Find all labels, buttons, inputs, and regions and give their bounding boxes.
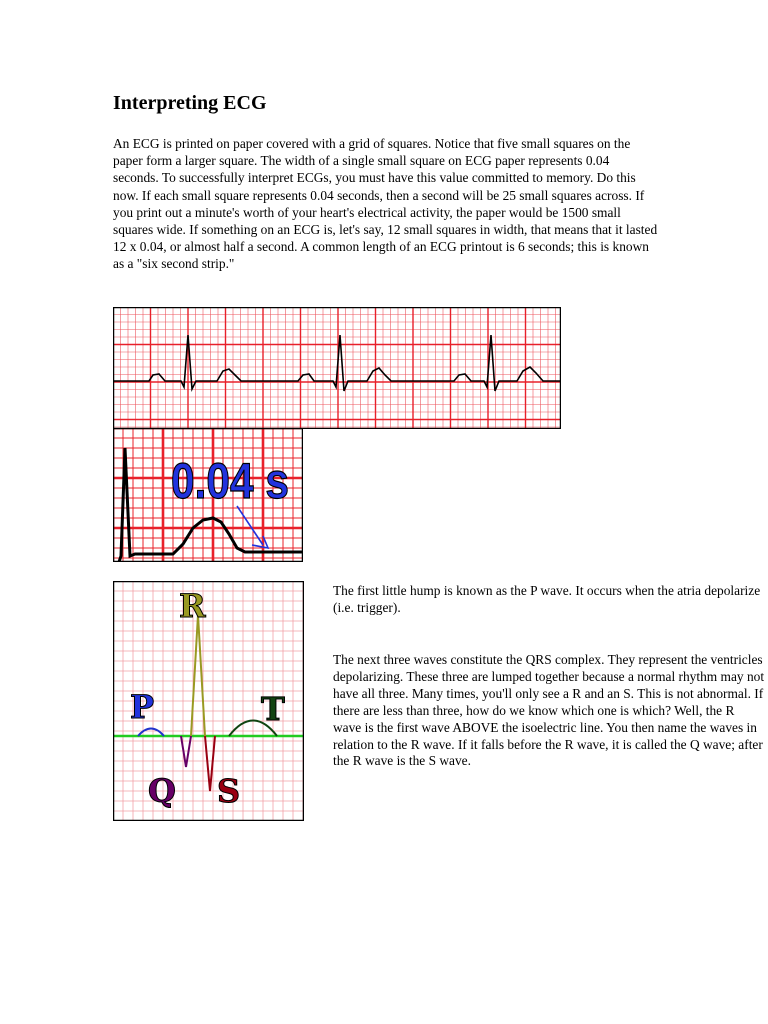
p-wave-paragraph: The first little hump is known as the P wave. It occurs when the atria depolarize (i.e. trigger). <box>333 583 761 615</box>
s-label: S <box>217 772 241 810</box>
page-title: Interpreting ECG <box>113 92 267 114</box>
p-label: P <box>130 688 155 726</box>
qrs-paragraph: The next three waves constitute the QRS complex. They represent the ventricles depolarizing. These three are lumped together because a normal rhythm may not have all three. Many times, you'll only see a R and an S. This is not abnormal. If there are less than three, how do we know which one is which? Well, the R wave is the first wave ABOVE the isoelectric line. You then name the waves in relation to the R wave. If it falls before the R wave, it is called the Q wave; after the R wave is the S wave. <box>333 652 765 769</box>
pqrst-figure <box>113 581 304 821</box>
ecg-strip-figure <box>113 307 561 429</box>
t-label: T <box>261 690 285 728</box>
zoom-label: 0.04 s <box>171 453 289 509</box>
r-label: R <box>179 587 206 625</box>
intro-paragraph: An ECG is printed on paper covered with a grid of squares. Notice that five small squares on the paper form a larger square. The width of a single small square on ECG paper represents 0.04 seconds. To successfully interpret ECGs, you must have this value committed to memory. Do this now. If each small square represents 0.04 seconds, then a second will be 25 small squares across. If you print out a minute's worth of your heart's electrical activity, the paper would be 1500 small squares wide. If something on an ECG is, let's say, 12 small squares in width, that means that it lasted 12 x 0.04, or almost half a second. A common length of an ECG printout is 6 seconds; this is known as a "six second strip." <box>113 136 658 272</box>
ecg-zoom-figure <box>113 428 303 562</box>
q-label: Q <box>148 772 176 810</box>
